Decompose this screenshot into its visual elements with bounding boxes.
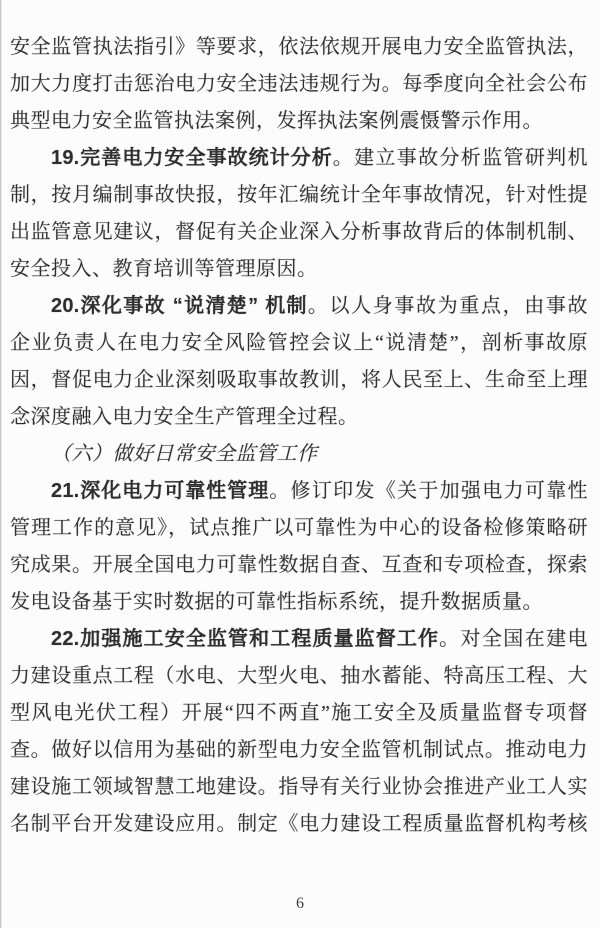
text-line bbox=[10, 29, 588, 66]
text-segment: 。建立事故分析监管研判机 bbox=[332, 147, 589, 169]
text-line bbox=[10, 806, 588, 843]
text-line bbox=[10, 436, 588, 473]
text-line bbox=[10, 473, 588, 510]
text-segment: 建设施工领域智慧工地建设。指导有关行业协会推进产业工人实 bbox=[10, 776, 588, 798]
section-heading-text: （六）做好日常安全监管工作 bbox=[51, 443, 318, 465]
paragraph-lead-bold: 20.深化事故 “说清楚” 机制 bbox=[51, 295, 308, 317]
text-line bbox=[10, 769, 588, 806]
text-segment: 究成果。开展全国电力可靠性数据自查、互查和专项检查，探索 bbox=[10, 554, 588, 576]
page-left-edge-shadow bbox=[0, 0, 2, 928]
text-line bbox=[10, 621, 588, 658]
text-line bbox=[10, 732, 588, 769]
page-number: 6 bbox=[296, 895, 304, 912]
text-line bbox=[10, 251, 588, 288]
text-segment: 安全监管执法指引》等要求，依法依规开展电力安全监管执法， bbox=[10, 36, 588, 58]
text-segment: 出监管意见建议，督促有关企业深入分析事故背后的体制机制、 bbox=[10, 221, 588, 243]
text-line bbox=[10, 103, 588, 140]
text-segment: 因，督促电力企业深刻吸取事故教训，将人民至上、生命至上理 bbox=[10, 369, 588, 391]
text-segment: 安全投入、教育培训等管理原因。 bbox=[10, 258, 318, 280]
text-segment: 发电设备基于实时数据的可靠性指标系统，提升数据质量。 bbox=[10, 591, 543, 613]
text-segment: 企业负责人在电力安全风险管控会议上“说清楚”，剖析事故原 bbox=[10, 332, 588, 354]
text-line bbox=[10, 695, 588, 732]
text-line bbox=[10, 214, 588, 251]
text-line bbox=[10, 325, 588, 362]
text-segment: 管理工作的意见》，试点推广以可靠性为中心的设备检修策略研 bbox=[10, 517, 588, 539]
text-line bbox=[10, 288, 588, 325]
paragraph-lead-bold: 22.加强施工安全监管和工程质量监督工作 bbox=[51, 628, 440, 650]
text-segment: 查。做好以信用为基础的新型电力安全监管机制试点。推动电力 bbox=[10, 739, 588, 761]
paragraph-lead-bold: 21.深化电力可靠性管理 bbox=[51, 480, 270, 502]
document-body bbox=[10, 29, 588, 843]
text-line bbox=[10, 140, 588, 177]
text-line bbox=[10, 362, 588, 399]
text-segment: 制，按月编制事故快报，按年汇编统计全年事故情况，针对性提 bbox=[10, 184, 588, 206]
text-segment: 名制平台开发建设应用。制定《电力建设工程质量监督机构考核 bbox=[10, 813, 588, 835]
text-segment: 。修订印发《关于加强电力可靠性 bbox=[269, 480, 589, 502]
paragraph-lead-bold: 19.完善电力安全事故统计分析 bbox=[51, 147, 333, 169]
text-segment: 。以人身事故为重点，由事故 bbox=[307, 295, 588, 317]
text-line bbox=[10, 658, 588, 695]
text-segment: 型风电光伏工程）开展“四不两直”施工安全及质量监督专项督 bbox=[10, 702, 588, 724]
text-segment: 力建设重点工程（水电、大型火电、抽水蓄能、特高压工程、大 bbox=[10, 665, 588, 687]
text-segment: 典型电力安全监管执法案例，发挥执法案例震慑警示作用。 bbox=[10, 110, 543, 132]
text-line bbox=[10, 584, 588, 621]
text-segment: 念深度融入电力安全生产管理全过程。 bbox=[10, 406, 359, 428]
text-line bbox=[10, 177, 588, 214]
text-line bbox=[10, 510, 588, 547]
text-line bbox=[10, 66, 588, 103]
text-segment: 。对全国在建电 bbox=[439, 628, 588, 650]
text-line bbox=[10, 399, 588, 436]
text-segment: 加大力度打击惩治电力安全违法违规行为。每季度向全社会公布 bbox=[10, 73, 588, 95]
text-line bbox=[10, 547, 588, 584]
